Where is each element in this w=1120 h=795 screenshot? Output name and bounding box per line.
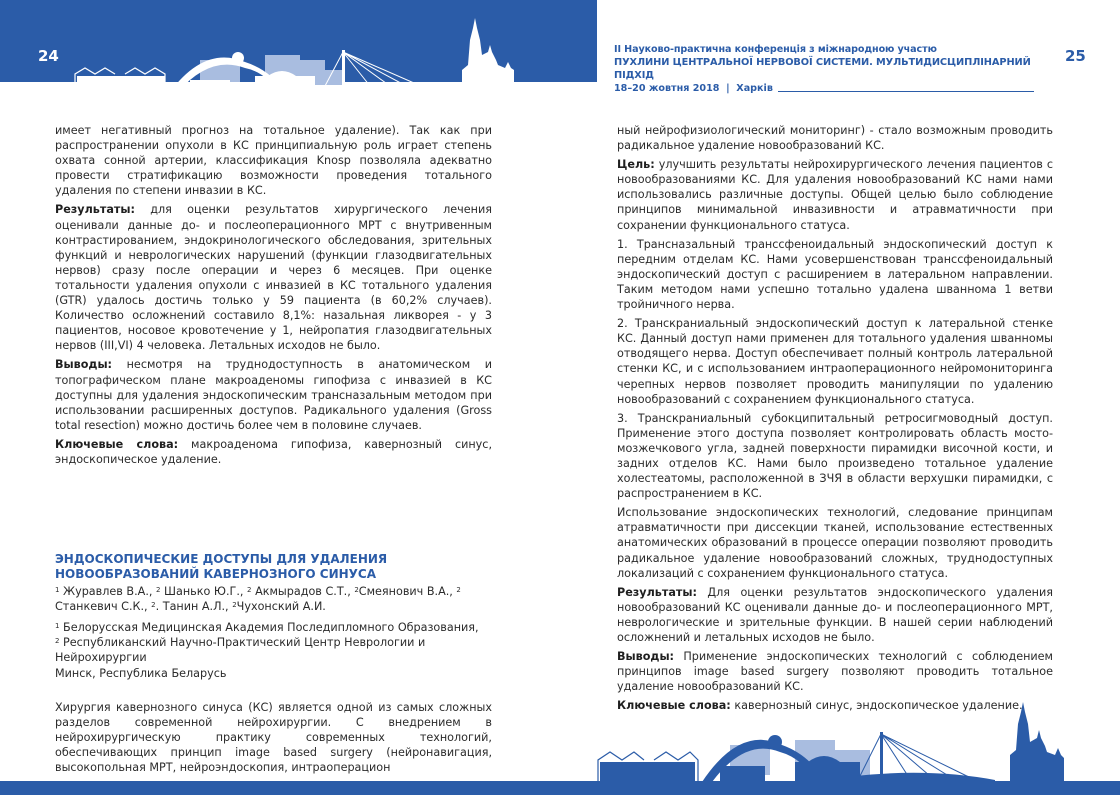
continuation-paragraph: имеет негативный прогноз на тотальное удаление). Так как при распространении опухоли в КС принципиальную роль играет степень охвата сонной артерии, классификация Knosp позволяла адекватно провести стратификацию возможности проведения тотального удаления по степени инвазии в КС.	[55, 124, 492, 198]
conclusions-text: Применение эндоскопических технологий с соблюдением принципов image based surgery позволяют проводить тотальное удаление новообразований КС.	[617, 650, 1053, 694]
results-text: для оценки результатов хирургического лечения оценивали данные до- и послеоперационного МРТ с внутривенным контрастированием, эндокринологического обследования, зрительных функций и неврологических нарушений (функции глазодвигательных нервов) сразу после операции и через 6 месяцев. При оценке тотальности удаления опухоли с инвазией в КС тотального удаления (GTR) удалось достичь только у 59 пациента (в 60,2% случаев). Количество осложнений составило 8,1%: назальная ликворея - у 3 пациентов, носовое кровотечение у 1, нейропатия глазодвигательных нервов (III,VI) 4 человека. Летальных исходов не было.	[55, 203, 492, 353]
results-label: Результаты:	[617, 585, 697, 599]
conclusions-label: Выводы:	[617, 650, 675, 664]
conclusions-label: Выводы:	[55, 358, 113, 372]
keywords-text: макроаденома гипофиза, кавернозный синус, эндоскопическое удаление.	[55, 437, 493, 466]
affiliation: $^2$ Республиканский Научно-Практический Центр Неврологии и Нейрохирургии	[55, 636, 426, 665]
article-title-line1: ЭНДОСКОПИЧЕСКИЕ ДОСТУПЫ ДЛЯ УДАЛЕНИЯ	[55, 552, 388, 567]
keywords-label: Ключевые слова:	[617, 699, 731, 713]
running-head	[614, 43, 1034, 95]
keywords-text: кавернозный синус, эндоскопическое удаление.	[730, 699, 1023, 713]
header-rule	[778, 91, 1034, 93]
approach-item-2: 2. Транскраниальный эндоскопический доступ к латеральной стенке КС. Данный доступ нами применен для тотального удаления шванномы отводящего нерва. Доступ обеспечивает полный контроль латеральной стенки КС, и с использованием интраоперационного нейромониторинга черепных нервов позволяет проводить манипуляции по удалению новообразований с сохранением функционального статуса.	[617, 317, 1053, 406]
results-paragraph	[617, 585, 1053, 645]
author: $^2$Чухонский А.И.	[232, 600, 326, 614]
author: $^2$ Акмырадов С.Т.,	[247, 585, 355, 599]
keywords-paragraph	[55, 437, 492, 467]
continuation-paragraph: ный нейрофизиологический мониторинг) - стало возможным проводить радикальное удаление новообразований КС.	[617, 124, 1053, 153]
approach-item-3: 3. Транскраниальный субокципитальный ретросигмоводный доступ. Применение этого доступа позволяет контролировать область мосто-мозжечкового угла, задней поверхности пирамидки височной кости, и задних отделов КС. Нами было произведено тотальное удаление холестеатомы, расположенной в ЗЧЯ в области верхушки пирамидки, с распространением в КС.	[617, 411, 1053, 501]
goal-text: улучшить результаты нейрохирургического лечения пациентов с новообразованиями КС. Для удаления новообразований КС нами нами использовались различные доступы. Общей целью было соблюдение принципов минимальной инвазивности и атравматичности при сохранении функционального статуса.	[617, 158, 1053, 232]
page-number-left: 24	[38, 47, 59, 65]
conference-title: II Науково-практична конференція з міжнародною участю	[614, 44, 937, 55]
summary-paragraph: Использование эндоскопических технологий, следование принципам атравматичности при диссекции тканей, использование естественных анатомических образований в процессе операции позволяют проводить радикальное удаление новообразований сложных, труднодоступных локализаций с сохранением функционального статуса.	[617, 506, 1053, 580]
author: $^2$ Шанько Ю.Г.,	[156, 585, 248, 599]
conclusions-text: несмотря на труднодоступность в анатомическом и топографическом плане макроаденомы гипофиза с инвазией в КС доступны для удаления эндоскопическим трансназальным методом при использовании расширенных доступов. Радикального удаления (Gross total resection) можно достичь более чем в половине случаев.	[55, 358, 492, 432]
author: $^2$Смеянович В.А.,	[354, 585, 457, 599]
date-place-text: 18–20 жовтня 2018 | Харків	[614, 83, 773, 94]
conclusions-paragraph	[617, 649, 1053, 694]
conference-theme: ПУХЛИНИ ЦЕНТРАЛЬНОЇ НЕРВОВОЇ СИСТЕМИ. МУЛЬТИДИСЦИПЛІНАРНИЙ ПІДХІД	[614, 57, 1031, 81]
goal-label: Цель:	[617, 158, 655, 172]
footer-band	[0, 781, 1120, 795]
city-skyline-icon	[590, 700, 1090, 782]
affiliations	[55, 620, 492, 680]
approach-item-1: 1. Трансназальный транссфеноидальный эндоскопический доступ к передним отделам КС. Нами усовершенствован транссфеноидальный эндоскопический доступ с расширением в латеральном направлении. Таким методом нами успешно тотально удалена шваннома 1 ветви тройничного нерва.	[617, 237, 1053, 312]
results-label: Результаты:	[55, 203, 135, 217]
keywords-label: Ключевые слова:	[55, 437, 179, 451]
goal-paragraph	[617, 157, 1053, 232]
city-skyline-icon	[70, 10, 540, 95]
authors-list	[55, 584, 492, 614]
author: $^2$. Танин А.Л.,	[151, 600, 233, 614]
results-paragraph	[55, 202, 492, 353]
article-title-line2: НОВООБРАЗОВАНИЙ КАВЕРНОЗНОГО СИНУСА	[55, 567, 376, 582]
page-number-right: 25	[1065, 47, 1086, 65]
author: $^1$ Журавлев В.А.,	[55, 585, 156, 599]
article-title	[55, 552, 492, 582]
author: $^2$ Станкевич С.К.,	[55, 586, 461, 614]
results-text: Для оценки результатов эндоскопического удаления новообразований КС оценивали данные до- и послеоперационного МРТ, неврологические и зрительные функции. В нашей серии наблюдений осложнений и летальных исходов не было.	[617, 585, 1053, 644]
location: Минск, Республика Беларусь	[55, 666, 227, 680]
intro-paragraph: Хирургия кавернозного синуса (КС) является одной из самых сложных разделов современной нейрохирургии. С внедрением в нейрохирургическую практику современных технологий, обеспечивающих принцип image based surgery (нейронавигация, высокопольная МРТ, нейроэндоскопия, интраоперацион	[55, 700, 492, 774]
right-page-column	[617, 123, 1053, 717]
left-page-column	[55, 123, 492, 779]
affiliation: $^1$ Белорусская Медицинская Академия Последипломного Образования,	[55, 621, 479, 635]
conference-date-place	[614, 82, 1034, 95]
conclusions-paragraph	[55, 357, 492, 432]
